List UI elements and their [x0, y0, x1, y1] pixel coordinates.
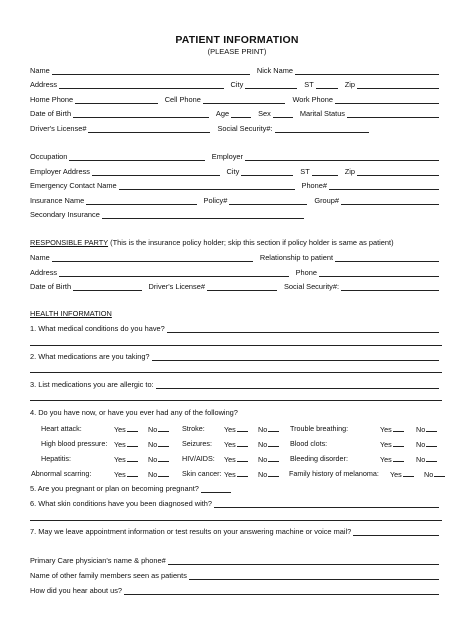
- bleeding-disorder-yes[interactable]: [380, 454, 404, 464]
- no-blank[interactable]: [158, 439, 169, 447]
- secondary-insurance-field[interactable]: [102, 209, 304, 219]
- blood-clots-no[interactable]: [416, 439, 437, 449]
- q6-field-line-2[interactable]: [30, 520, 442, 521]
- responsible-party-note: (This is the insurance policy holder; skip this section if policy holder is same as patient): [110, 238, 394, 247]
- q7-label: 7. May we leave appointment information or test results on your answering machine or voice mail?: [30, 527, 352, 536]
- stroke-yes[interactable]: [224, 424, 248, 434]
- no-text: No: [258, 455, 268, 464]
- marital-status-label: Marital Status: [299, 109, 345, 118]
- nick-name-label: Nick Name: [256, 66, 293, 75]
- responsible-license-label: Driver's License#: [148, 282, 205, 291]
- responsible-party-heading-row: [30, 238, 394, 247]
- trouble-breathing-no[interactable]: [416, 424, 437, 434]
- no-text: No: [148, 425, 158, 434]
- responsible-phone-field[interactable]: [319, 267, 439, 277]
- family-members-label: Name of other family members seen as patients: [30, 571, 187, 580]
- row-insurance: [30, 194, 442, 205]
- skin-cancer-yes[interactable]: [224, 469, 248, 479]
- q5-field[interactable]: [201, 483, 231, 493]
- health-heading-row: [30, 309, 112, 318]
- family-melanoma-yes[interactable]: [390, 469, 414, 479]
- row-dob: [30, 107, 442, 118]
- heart-attack-yes[interactable]: [114, 424, 138, 434]
- heard-about-row: [30, 584, 442, 595]
- no-text: No: [416, 425, 426, 434]
- yes-blank[interactable]: [127, 469, 138, 477]
- group-field[interactable]: [341, 195, 439, 205]
- row-employer-address: [30, 165, 442, 176]
- q4-label: 4. Do you have now, or have you ever had any of the following?: [30, 408, 238, 417]
- q1-row: [30, 322, 442, 333]
- high-blood-pressure-yes[interactable]: [114, 439, 138, 449]
- family-members-row: [30, 569, 442, 580]
- q6-field[interactable]: [214, 498, 439, 508]
- yes-blank[interactable]: [127, 439, 138, 447]
- yes-text: Yes: [380, 425, 392, 434]
- no-blank[interactable]: [268, 454, 279, 462]
- skin-cancer-no[interactable]: [258, 469, 279, 479]
- primary-care-row: [30, 554, 442, 565]
- family-melanoma-no[interactable]: [424, 469, 445, 479]
- q7-field[interactable]: [353, 526, 439, 536]
- high-blood-pressure-label: High blood pressure:: [41, 439, 108, 448]
- q5-label: 5. Are you pregnant or plan on becoming pregnant?: [30, 484, 199, 493]
- family-melanoma-label: Family history of melanoma:: [289, 469, 379, 478]
- q2-row: [30, 350, 442, 361]
- yes-blank[interactable]: [127, 454, 138, 462]
- yes-text: Yes: [224, 455, 236, 464]
- row-responsible-name: [30, 251, 442, 262]
- q7-row: [30, 525, 442, 536]
- hepatitis-label: Hepatitis:: [41, 454, 71, 463]
- hiv-aids-yes[interactable]: [224, 454, 248, 464]
- yes-text: Yes: [114, 425, 126, 434]
- employer-zip-label: Zip: [344, 167, 355, 176]
- form-subtitle: (PLEASE PRINT): [207, 47, 267, 56]
- responsible-party-heading: RESPONSIBLE PARTY: [30, 238, 109, 247]
- responsible-license-field[interactable]: [207, 281, 277, 291]
- q2-field[interactable]: [152, 351, 439, 361]
- work-phone-field[interactable]: [335, 94, 439, 104]
- q2-field-line-2[interactable]: [30, 372, 442, 373]
- hiv-aids-label: HIV/AIDS:: [182, 454, 215, 463]
- form-title: PATIENT INFORMATION: [175, 34, 299, 46]
- yes-blank[interactable]: [237, 424, 248, 432]
- q3-field[interactable]: [156, 379, 439, 389]
- no-text: No: [258, 425, 268, 434]
- q1-field[interactable]: [167, 323, 439, 333]
- policy-label: Policy#: [203, 196, 228, 205]
- yes-text: Yes: [380, 455, 392, 464]
- yes-text: Yes: [390, 470, 402, 479]
- responsible-dob-label: Date of Birth: [30, 282, 72, 291]
- q3-label: 3. List medications you are allergic to:: [30, 380, 154, 389]
- st-label: ST: [304, 80, 314, 89]
- occupation-field[interactable]: [69, 151, 204, 161]
- employer-label: Employer: [211, 152, 243, 161]
- hepatitis-yes[interactable]: [114, 454, 138, 464]
- no-text: No: [258, 470, 268, 479]
- hepatitis-no[interactable]: [148, 454, 169, 464]
- work-phone-label: Work Phone: [292, 95, 333, 104]
- responsible-address-field[interactable]: [59, 267, 289, 277]
- q1-field-line-2[interactable]: [30, 345, 442, 346]
- yes-blank[interactable]: [393, 424, 404, 432]
- stroke-label: Stroke:: [182, 424, 205, 433]
- row-address: [30, 78, 442, 89]
- insurance-name-label: Insurance Name: [30, 196, 85, 205]
- row-responsible-dob: [30, 280, 442, 291]
- employer-st-field[interactable]: [312, 166, 338, 176]
- q3-field-line-2[interactable]: [30, 400, 442, 401]
- drivers-license-field[interactable]: [88, 123, 210, 133]
- dob-label: Date of Birth: [30, 109, 72, 118]
- abnormal-scarring-no[interactable]: [148, 469, 169, 479]
- responsible-name-label: Name: [30, 253, 50, 262]
- occupation-label: Occupation: [30, 152, 68, 161]
- no-text: No: [258, 440, 268, 449]
- family-members-field[interactable]: [189, 570, 439, 580]
- primary-care-field[interactable]: [168, 555, 439, 565]
- cell-phone-label: Cell Phone: [164, 95, 201, 104]
- sex-label: Sex: [258, 109, 271, 118]
- age-label: Age: [215, 109, 230, 118]
- no-blank[interactable]: [426, 454, 437, 462]
- employer-address-field[interactable]: [92, 166, 220, 176]
- blood-clots-label: Blood clots:: [290, 439, 328, 448]
- employer-city-field[interactable]: [241, 166, 293, 176]
- q2-label: 2. What medications are you taking?: [30, 352, 150, 361]
- heart-attack-no[interactable]: [148, 424, 169, 434]
- no-text: No: [148, 470, 158, 479]
- yes-text: Yes: [114, 470, 126, 479]
- employer-zip-field[interactable]: [357, 166, 439, 176]
- city-field[interactable]: [245, 79, 297, 89]
- zip-field[interactable]: [357, 79, 439, 89]
- emergency-phone-label: Phone#: [301, 181, 327, 190]
- no-text: No: [424, 470, 434, 479]
- q1-label: 1. What medical conditions do you have?: [30, 324, 165, 333]
- social-security-label: Social Security#:: [217, 124, 273, 133]
- blood-clots-yes[interactable]: [380, 439, 404, 449]
- hiv-aids-no[interactable]: [258, 454, 279, 464]
- responsible-dob-field[interactable]: [73, 281, 141, 291]
- trouble-breathing-yes[interactable]: [380, 424, 404, 434]
- no-text: No: [148, 440, 158, 449]
- no-text: No: [416, 440, 426, 449]
- yes-blank[interactable]: [237, 439, 248, 447]
- policy-field[interactable]: [229, 195, 307, 205]
- abnormal-scarring-label: Abnormal scarring:: [31, 469, 92, 478]
- heart-attack-label: Heart attack:: [41, 424, 82, 433]
- yes-text: Yes: [380, 440, 392, 449]
- no-blank[interactable]: [268, 439, 279, 447]
- group-label: Group#: [314, 196, 339, 205]
- no-blank[interactable]: [158, 424, 169, 432]
- emergency-contact-field[interactable]: [119, 180, 295, 190]
- seizures-no[interactable]: [258, 439, 279, 449]
- nick-name-field[interactable]: [295, 65, 439, 75]
- age-field[interactable]: [231, 108, 251, 118]
- row-responsible-address: [30, 266, 442, 277]
- drivers-license-label: Driver's License#: [30, 124, 87, 133]
- responsible-ssn-label: Social Security#:: [283, 282, 339, 291]
- relationship-field[interactable]: [335, 252, 439, 262]
- row-name: [30, 64, 442, 75]
- row-secondary-insurance: [30, 208, 442, 219]
- no-text: No: [148, 455, 158, 464]
- employer-city-label: City: [226, 167, 240, 176]
- yes-blank[interactable]: [403, 469, 414, 477]
- q6-label: 6. What skin conditions have you been diagnosed with?: [30, 499, 213, 508]
- bleeding-disorder-no[interactable]: [416, 454, 437, 464]
- st-field[interactable]: [316, 79, 338, 89]
- skin-cancer-label: Skin cancer:: [182, 469, 222, 478]
- home-phone-label: Home Phone: [30, 95, 74, 104]
- responsible-address-label: Address: [30, 268, 58, 277]
- bleeding-disorder-label: Bleeding disorder:: [290, 454, 348, 463]
- abnormal-scarring-yes[interactable]: [114, 469, 138, 479]
- yes-text: Yes: [114, 440, 126, 449]
- yes-text: Yes: [224, 440, 236, 449]
- social-security-field[interactable]: [275, 123, 369, 133]
- no-blank[interactable]: [158, 454, 169, 462]
- row-occupation: [30, 150, 442, 161]
- name-field[interactable]: [52, 65, 250, 75]
- no-blank[interactable]: [158, 469, 169, 477]
- marital-status-field[interactable]: [347, 108, 439, 118]
- emergency-phone-field[interactable]: [329, 180, 439, 190]
- responsible-name-field[interactable]: [52, 252, 253, 262]
- no-text: No: [416, 455, 426, 464]
- responsible-ssn-field[interactable]: [341, 281, 439, 291]
- seizures-yes[interactable]: [224, 439, 248, 449]
- address-field[interactable]: [59, 79, 223, 89]
- home-phone-field[interactable]: [75, 94, 158, 104]
- seizures-label: Seizures:: [182, 439, 212, 448]
- no-blank[interactable]: [426, 424, 437, 432]
- yes-blank[interactable]: [393, 454, 404, 462]
- relationship-label: Relationship to patient: [259, 253, 333, 262]
- employer-field[interactable]: [245, 151, 439, 161]
- yes-blank[interactable]: [393, 439, 404, 447]
- primary-care-label: Primary Care physician's name & phone#: [30, 556, 166, 565]
- yes-blank[interactable]: [237, 469, 248, 477]
- no-blank[interactable]: [268, 469, 279, 477]
- row-emergency: [30, 179, 442, 190]
- city-label: City: [230, 80, 244, 89]
- q5-row: [30, 482, 442, 493]
- q3-row: [30, 378, 442, 389]
- dob-field[interactable]: [73, 108, 209, 118]
- employer-address-label: Employer Address: [30, 167, 90, 176]
- no-blank[interactable]: [426, 439, 437, 447]
- heard-about-field[interactable]: [124, 585, 439, 595]
- q6-row: [30, 497, 442, 508]
- row-phones: [30, 93, 442, 104]
- cell-phone-field[interactable]: [203, 94, 286, 104]
- yes-text: Yes: [224, 425, 236, 434]
- employer-st-label: ST: [300, 167, 310, 176]
- yes-blank[interactable]: [127, 424, 138, 432]
- yes-blank[interactable]: [237, 454, 248, 462]
- heard-about-label: How did you hear about us?: [30, 586, 123, 595]
- yes-text: Yes: [224, 470, 236, 479]
- responsible-phone-label: Phone: [295, 268, 317, 277]
- secondary-insurance-label: Secondary Insurance: [30, 210, 100, 219]
- stroke-no[interactable]: [258, 424, 279, 434]
- emergency-contact-label: Emergency Contact Name: [30, 181, 117, 190]
- health-information-heading: HEALTH INFORMATION: [30, 309, 112, 318]
- insurance-name-field[interactable]: [86, 195, 196, 205]
- no-blank[interactable]: [268, 424, 279, 432]
- trouble-breathing-label: Trouble breathing:: [290, 424, 349, 433]
- high-blood-pressure-no[interactable]: [148, 439, 169, 449]
- no-blank[interactable]: [434, 469, 445, 477]
- row-license: [30, 122, 442, 133]
- address-label: Address: [30, 80, 58, 89]
- sex-field[interactable]: [273, 108, 293, 118]
- name-label: Name: [30, 66, 50, 75]
- zip-label: Zip: [344, 80, 355, 89]
- yes-text: Yes: [114, 455, 126, 464]
